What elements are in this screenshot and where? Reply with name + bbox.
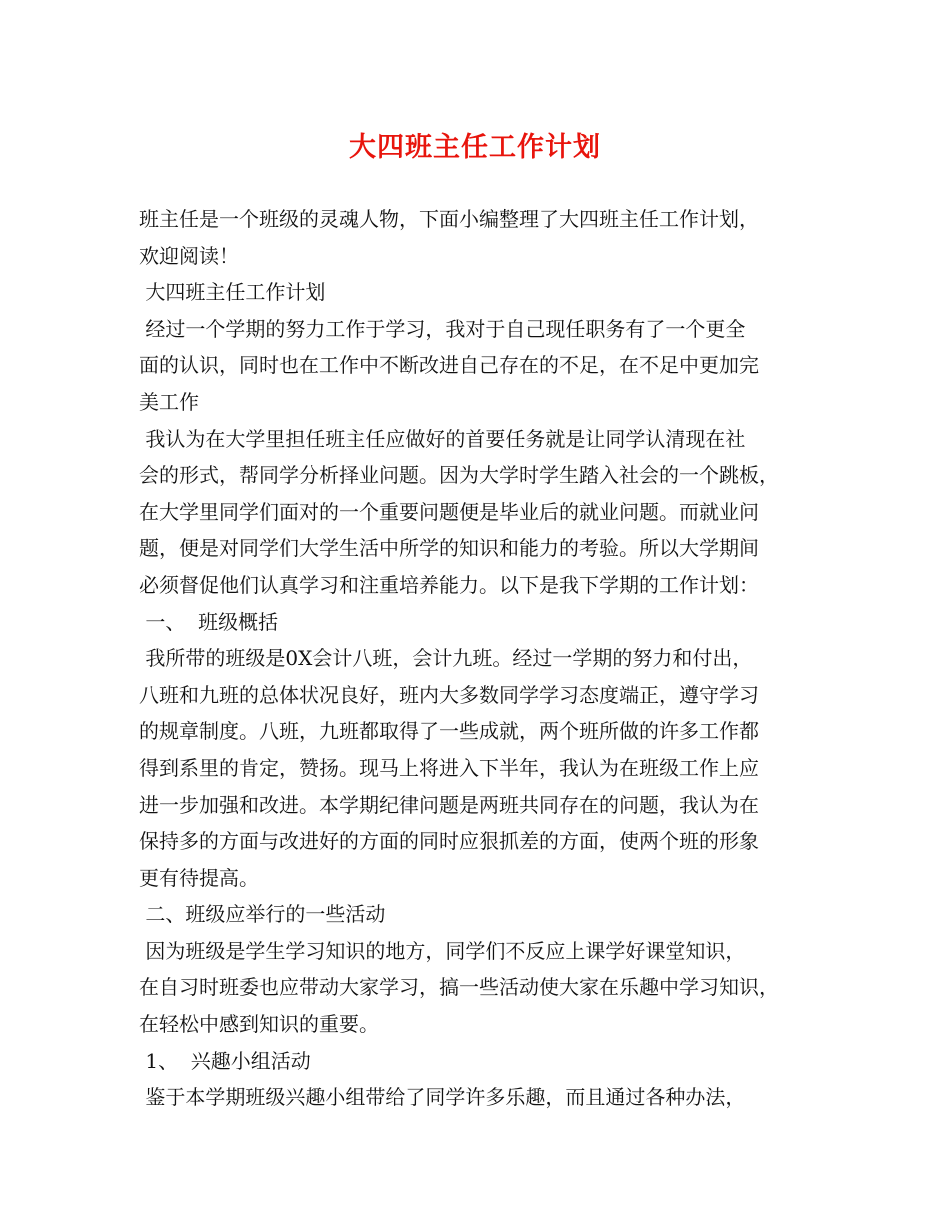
paragraph-line: 鉴于本学期班级兴趣小组带给了同学许多乐趣，而且通过各种办法， — [139, 1085, 746, 1110]
section-heading: 二、班级应举行的一些活动 — [139, 902, 386, 927]
paragraph-line: 必须督促他们认真学习和注重培养能力。以下是我下学期的工作计划： — [139, 572, 759, 597]
paragraph-line: 我所带的班级是0X会计八班，会计九班。经过一学期的努力和付出， — [139, 646, 753, 671]
paragraph-line: 班主任是一个班级的灵魂人物，下面小编整理了大四班主任工作计划， — [139, 207, 759, 231]
paragraph-line: 的规章制度。八班，九班都取得了一些成就，两个班所做的许多工作都 — [139, 719, 759, 744]
section-heading: 大四班主任工作计划 — [139, 280, 326, 305]
paragraph-line: 我认为在大学里担任班主任应做好的首要任务就是让同学认清现在社 — [139, 426, 746, 451]
section-heading: 一、 班级概括 — [139, 609, 279, 634]
paragraph-line: 在轻松中感到知识的重要。 — [139, 1012, 379, 1037]
paragraph-line: 欢迎阅读！ — [139, 243, 239, 268]
paragraph-line: 得到系里的肯定，赞扬。现马上将进入下半年，我认为在班级工作上应 — [139, 755, 759, 780]
paragraph-line: 进一步加强和改进。本学期纪律问题是两班共同存在的问题，我认为在 — [139, 792, 759, 817]
paragraph-line: 题，便是对同学们大学生活中所学的知识和能力的考验。所以大学期间 — [139, 536, 759, 561]
paragraph-line: 在大学里同学们面对的一个重要问题便是毕业后的就业问题。而就业问 — [139, 499, 759, 524]
paragraph-line: 更有待提高。 — [139, 865, 259, 890]
section-heading: 1、 兴趣小组活动 — [139, 1048, 311, 1073]
paragraph-line: 美工作 — [139, 389, 199, 414]
paragraph-line: 在自习时班委也应带动大家学习，搞一些活动使大家在乐趣中学习知识， — [139, 975, 779, 1000]
paragraph-line: 因为班级是学生学习知识的地方，同学们不反应上课学好课堂知识， — [139, 938, 746, 963]
paragraph-line: 会的形式，帮同学分析择业问题。因为大学时学生踏入社会的一个跳板， — [139, 463, 779, 488]
paragraph-line: 面的认识，同时也在工作中不断改进自己存在的不足，在不足中更加完 — [139, 353, 759, 378]
paragraph-line: 保持多的方面与改进好的方面的同时应狠抓差的方面，使两个班的形象 — [139, 829, 759, 854]
document-title: 大四班主任工作计划 — [349, 132, 601, 163]
paragraph-line: 八班和九班的总体状况良好，班内大多数同学学习态度端正，遵守学习 — [139, 682, 759, 707]
document-body — [139, 201, 829, 1116]
paragraph-line: 经过一个学期的努力工作于学习，我对于自己现任职务有了一个更全 — [139, 316, 746, 341]
